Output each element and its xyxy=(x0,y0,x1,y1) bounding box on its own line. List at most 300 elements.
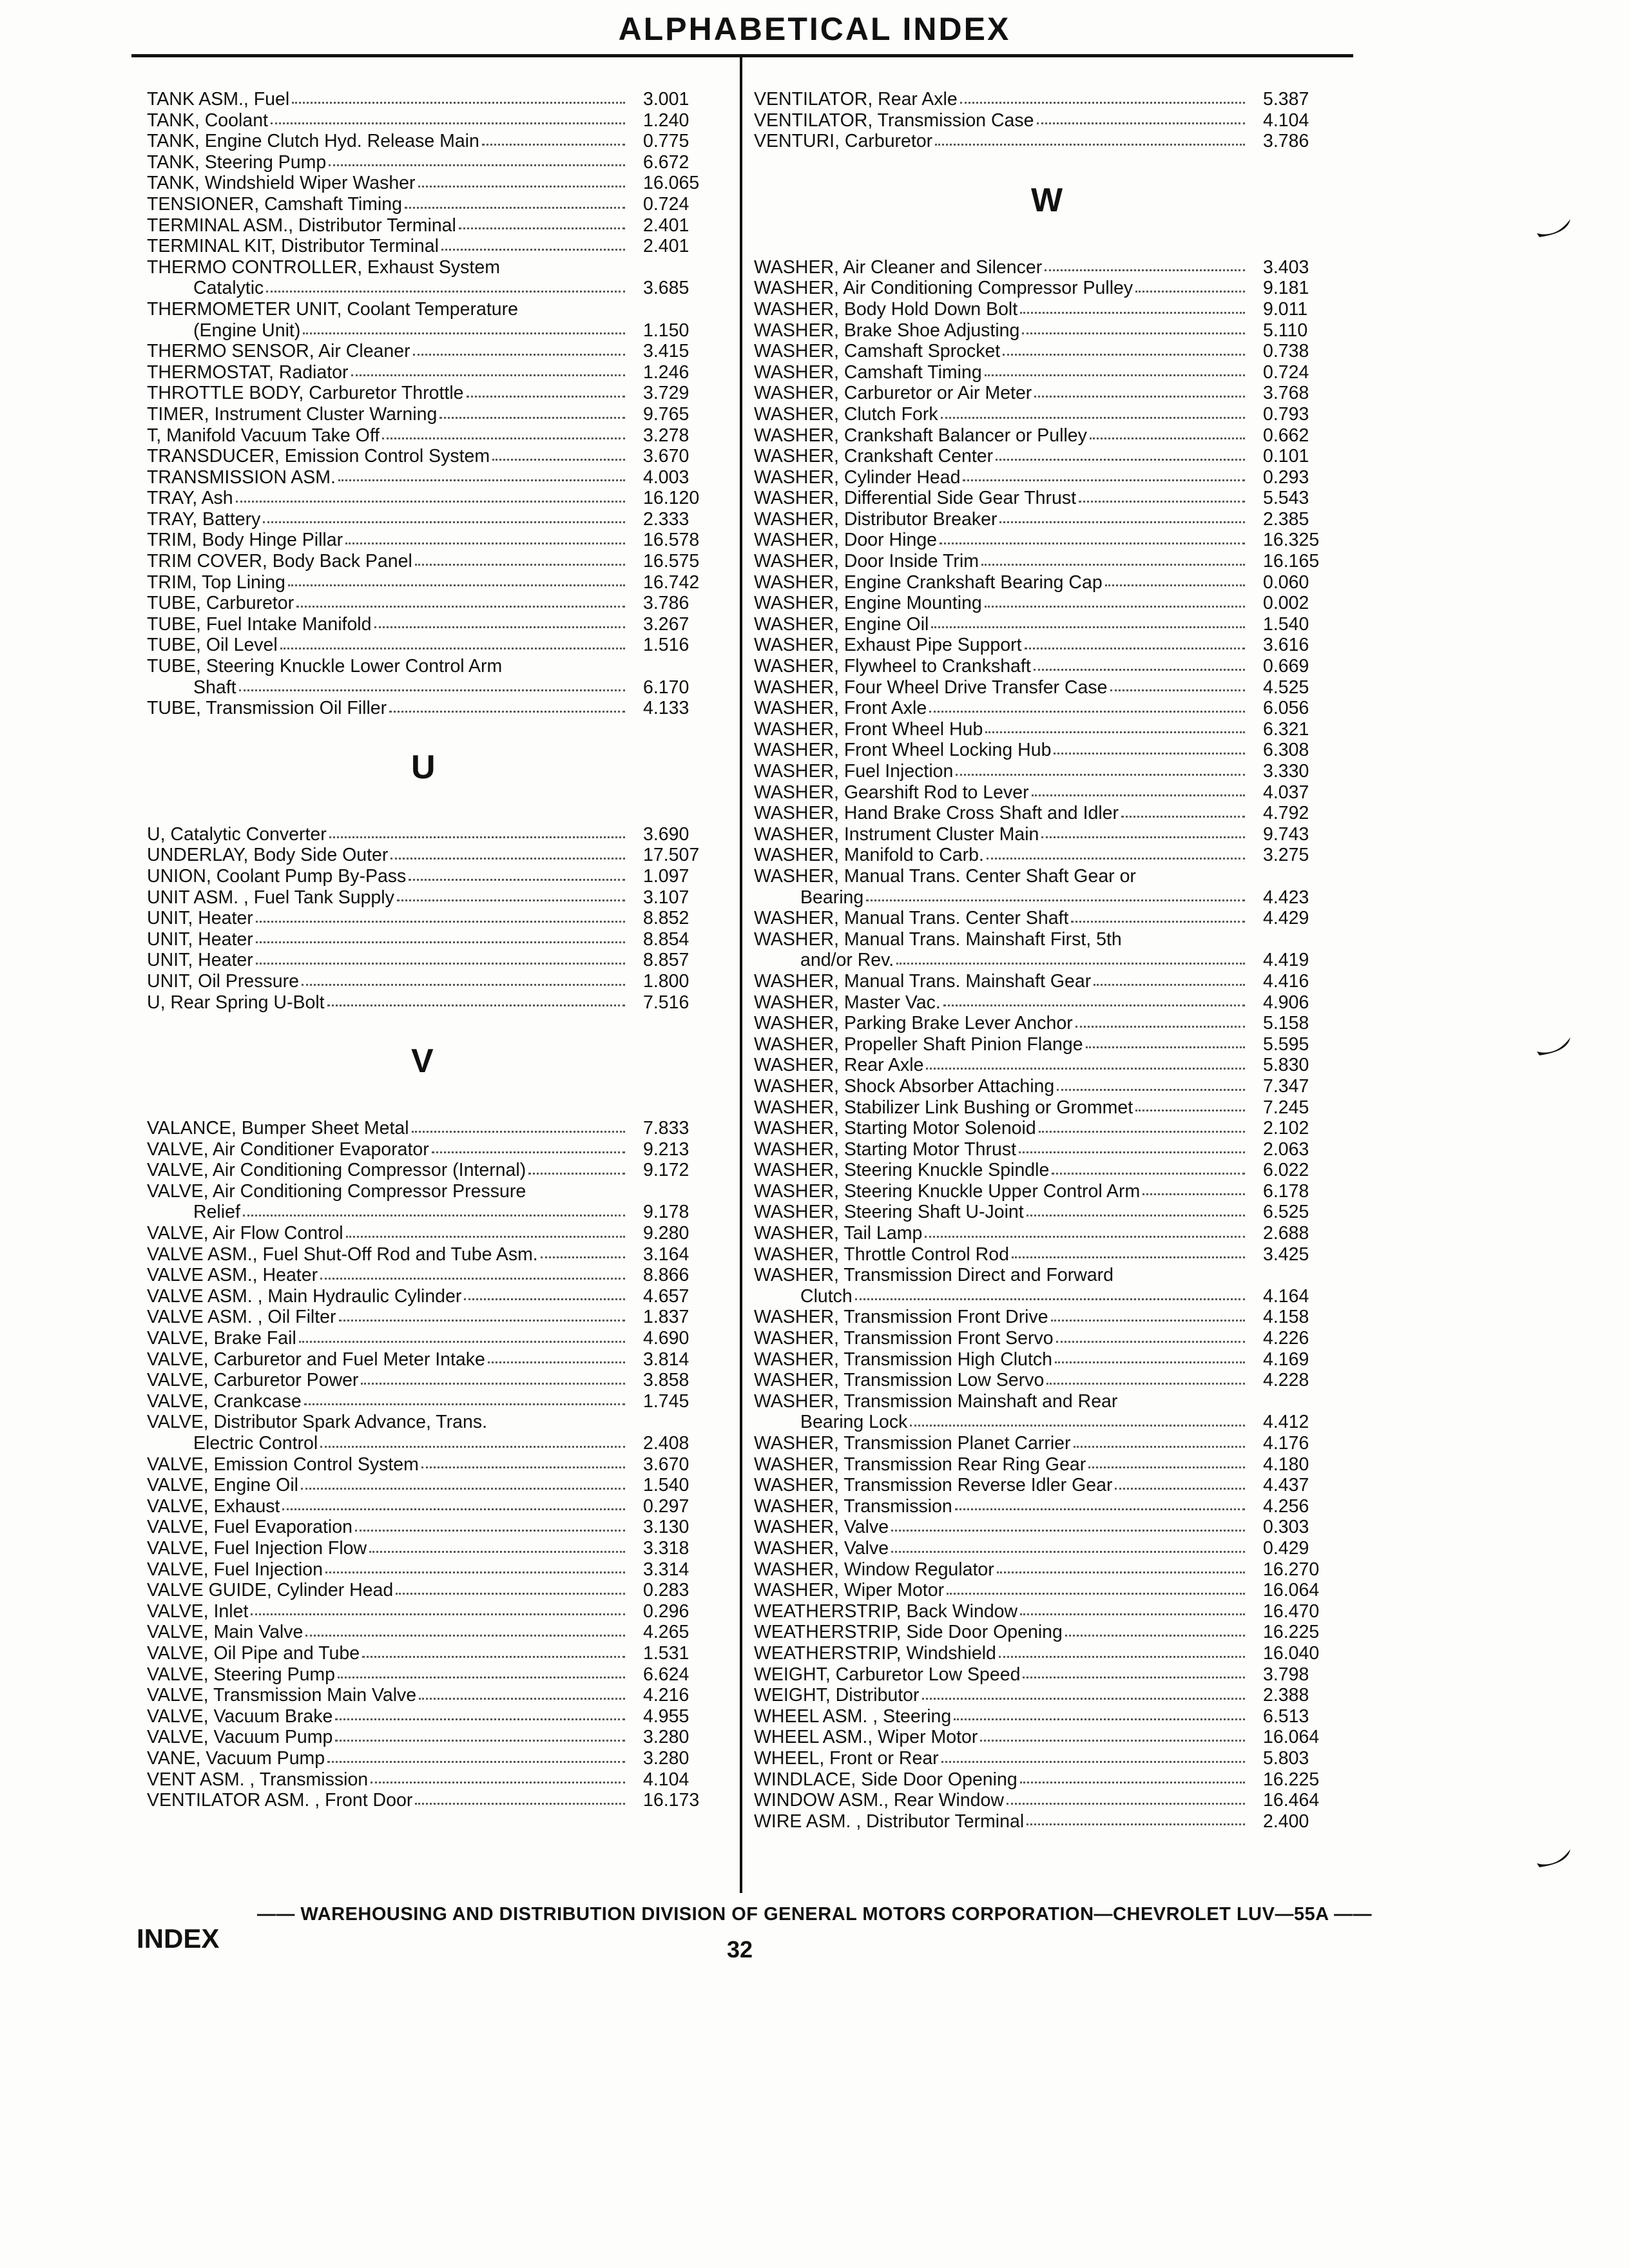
entry-description: Relief xyxy=(193,1202,240,1223)
entry-description: VALVE, Inlet xyxy=(147,1600,249,1622)
dot-leader xyxy=(361,1383,625,1385)
dot-leader xyxy=(1071,921,1245,923)
entry-description: VALVE, Steering Pump xyxy=(147,1664,336,1685)
index-entry xyxy=(754,845,1347,866)
dot-leader xyxy=(243,1215,625,1216)
index-entry xyxy=(754,1601,1347,1622)
entry-description: TRAY, Battery xyxy=(147,508,261,530)
entry-page-reference: 0.296 xyxy=(643,1600,689,1622)
entry-description: TUBE, Fuel Intake Manifold xyxy=(147,613,372,635)
entry-description: UNION, Coolant Pump By-Pass xyxy=(147,865,407,887)
dot-leader xyxy=(1075,1026,1245,1028)
entry-description: THERMO CONTROLLER, Exhaust System xyxy=(147,256,500,278)
index-entry xyxy=(754,530,1347,551)
entry-description: WASHER, Crankshaft Center xyxy=(754,446,994,467)
dot-leader xyxy=(999,521,1245,523)
entry-page-reference: 3.130 xyxy=(643,1517,689,1538)
entry-description: THROTTLE BODY, Carburetor Throttle xyxy=(147,383,464,404)
index-entry xyxy=(754,635,1347,656)
entry-description: VENT ASM. , Transmission xyxy=(147,1769,369,1790)
entry-page-reference: 9.011 xyxy=(1263,298,1308,320)
entry-description: VALVE, Exhaust xyxy=(147,1495,280,1517)
column-divider xyxy=(740,57,742,1893)
entry-description: VALVE ASM. , Oil Filter xyxy=(147,1307,336,1328)
entry-page-reference: 6.525 xyxy=(1263,1202,1309,1223)
dot-leader xyxy=(302,984,625,986)
dot-leader xyxy=(1115,1488,1245,1490)
index-entry xyxy=(754,698,1347,719)
dot-leader xyxy=(1019,1151,1245,1153)
index-entry xyxy=(147,215,727,236)
entry-page-reference: 0.724 xyxy=(1263,361,1309,383)
entry-page-reference: 16.065 xyxy=(643,173,700,194)
dot-leader xyxy=(1094,984,1245,986)
entry-description: WHEEL ASM., Wiper Motor xyxy=(754,1727,978,1748)
dot-leader xyxy=(855,1298,1245,1300)
entry-description: VALVE, Vacuum Brake xyxy=(147,1706,333,1727)
entry-description: WASHER, Crankshaft Balancer or Pulley xyxy=(754,425,1087,446)
spacer xyxy=(147,1076,727,1097)
entry-description: VALVE, Transmission Main Valve xyxy=(147,1685,417,1706)
index-entry xyxy=(754,824,1347,845)
entry-description: WASHER, Manual Trans. Center Shaft Gear or xyxy=(754,865,1136,887)
entry-description: VALVE, Carburetor Power xyxy=(147,1370,359,1391)
index-entry xyxy=(147,887,727,908)
index-entry xyxy=(147,299,727,320)
dot-leader xyxy=(956,774,1245,776)
index-entry xyxy=(147,110,727,131)
dot-leader xyxy=(891,1530,1245,1532)
dot-leader xyxy=(925,1236,1245,1238)
entry-description: T, Manifold Vacuum Take Off xyxy=(147,425,380,446)
entry-description: WASHER, Transmission Direct and Forward xyxy=(754,1265,1114,1286)
index-entry xyxy=(754,1664,1347,1686)
index-entry xyxy=(147,404,727,425)
entry-page-reference: 0.297 xyxy=(643,1495,689,1517)
entry-page-reference: 2.401 xyxy=(643,215,689,236)
index-entry xyxy=(754,572,1347,593)
dot-leader xyxy=(1032,794,1245,796)
index-column-left xyxy=(147,89,727,1811)
index-entry xyxy=(147,1307,727,1328)
entry-page-reference: 9.743 xyxy=(1263,823,1309,845)
dot-leader xyxy=(256,921,625,923)
dot-leader xyxy=(955,1508,1245,1510)
entry-description: WASHER, Transmission Planet Carrier xyxy=(754,1433,1071,1454)
index-entry xyxy=(754,782,1347,803)
dot-leader xyxy=(256,963,625,965)
entry-description: TIMER, Instrument Cluster Warning xyxy=(147,403,438,425)
index-entry xyxy=(147,1412,727,1433)
entry-description: VALVE, Distributor Spark Advance, Trans. xyxy=(147,1412,488,1433)
dot-leader xyxy=(929,711,1245,713)
entry-page-reference: 3.786 xyxy=(1263,131,1309,152)
index-entry-continuation xyxy=(147,320,727,341)
index-entry xyxy=(147,698,727,719)
index-entry xyxy=(754,1622,1347,1643)
index-entry xyxy=(754,1160,1347,1181)
index-entry xyxy=(754,614,1347,635)
binder-tab-mark-icon xyxy=(1530,193,1582,245)
entry-description: VALANCE, Bumper Sheet Metal xyxy=(147,1118,409,1139)
index-entry xyxy=(147,1391,727,1412)
entry-description: VALVE, Carburetor and Fuel Meter Intake xyxy=(147,1349,485,1370)
entry-page-reference: 3.267 xyxy=(643,613,689,635)
entry-page-reference: 6.178 xyxy=(1263,1180,1309,1202)
dot-leader xyxy=(389,711,625,713)
dot-leader xyxy=(339,1320,625,1321)
index-entry xyxy=(754,1265,1347,1286)
entry-page-reference: 3.001 xyxy=(643,89,689,110)
dot-leader xyxy=(891,1551,1245,1553)
dot-leader xyxy=(1052,1173,1245,1175)
entry-page-reference: 2.102 xyxy=(1263,1118,1309,1139)
entry-description: TRANSDUCER, Emission Control System xyxy=(147,446,490,467)
dot-leader xyxy=(236,501,625,503)
index-entry xyxy=(147,1790,727,1811)
entry-description: VENTURI, Carburetor xyxy=(754,131,933,152)
entry-description: VENTILATOR, Transmission Case xyxy=(754,110,1034,131)
entry-page-reference: 4.437 xyxy=(1263,1475,1309,1496)
entry-description: THERMOMETER UNIT, Coolant Temperature xyxy=(147,298,518,320)
entry-page-reference: 8.854 xyxy=(643,928,689,950)
entry-description: WASHER, Flywheel to Crankshaft xyxy=(754,656,1031,677)
dot-leader xyxy=(1037,122,1245,124)
section-letter: W xyxy=(1031,181,1063,219)
entry-page-reference: 4.180 xyxy=(1263,1454,1309,1475)
index-entry xyxy=(147,1349,727,1370)
entry-page-reference: 8.857 xyxy=(643,950,689,971)
spacer xyxy=(147,740,727,761)
entry-page-reference: 4.164 xyxy=(1263,1285,1309,1307)
index-entry-continuation xyxy=(754,887,1347,908)
entry-description: WASHER, Master Vac. xyxy=(754,992,941,1013)
dot-leader xyxy=(292,102,625,104)
entry-description: UNIT, Heater xyxy=(147,928,253,950)
entry-description: WASHER, Hand Brake Cross Shaft and Idler xyxy=(754,803,1119,824)
index-entry xyxy=(754,719,1347,740)
entry-description: UNIT, Heater xyxy=(147,908,253,929)
entry-description: VALVE, Crankcase xyxy=(147,1390,302,1412)
dot-leader xyxy=(1046,1383,1245,1385)
entry-page-reference: 0.303 xyxy=(1263,1517,1309,1538)
index-entry xyxy=(754,1790,1347,1811)
index-entry xyxy=(754,1706,1347,1727)
entry-page-reference: 3.164 xyxy=(643,1244,689,1265)
dot-leader xyxy=(405,207,625,209)
dot-leader xyxy=(263,521,625,523)
entry-description: Clutch xyxy=(800,1285,853,1307)
index-entry xyxy=(147,1223,727,1244)
index-entry xyxy=(147,845,727,866)
index-entry xyxy=(754,1202,1347,1223)
dot-leader xyxy=(488,1361,625,1363)
entry-page-reference: 16.270 xyxy=(1263,1559,1320,1580)
index-entry xyxy=(147,383,727,404)
dot-leader xyxy=(345,543,625,544)
dot-leader xyxy=(251,1613,625,1615)
dot-leader xyxy=(1034,396,1245,398)
index-entry xyxy=(754,866,1347,887)
spacer xyxy=(147,1034,727,1055)
dot-leader xyxy=(1007,1803,1245,1805)
entry-page-reference: 1.240 xyxy=(643,110,689,131)
dot-leader xyxy=(922,1698,1245,1700)
index-entry-continuation xyxy=(147,677,727,698)
dot-leader xyxy=(1034,669,1245,671)
dot-leader xyxy=(896,963,1245,965)
index-entry xyxy=(147,1475,727,1496)
page-title: ALPHABETICAL INDEX xyxy=(618,11,1011,47)
section-letter-heading xyxy=(754,181,1347,219)
entry-page-reference: 7.833 xyxy=(643,1118,689,1139)
entry-description: TANK ASM., Fuel xyxy=(147,89,290,110)
dot-leader xyxy=(301,1488,625,1490)
entry-description: WASHER, Transmission Front Servo xyxy=(754,1328,1054,1349)
entry-description: WASHER, Fuel Injection xyxy=(754,761,954,782)
entry-page-reference: 1.097 xyxy=(643,865,689,887)
entry-description: TRIM, Top Lining xyxy=(147,572,285,593)
entry-description: THERMOSTAT, Radiator xyxy=(147,361,349,383)
entry-page-reference: 4.003 xyxy=(643,466,689,488)
dot-leader xyxy=(985,606,1245,608)
entry-description: TANK, Coolant xyxy=(147,110,268,131)
index-entry xyxy=(754,1013,1347,1034)
entry-page-reference: 4.265 xyxy=(643,1622,689,1643)
entry-description: WASHER, Instrument Cluster Main xyxy=(754,823,1039,845)
index-entry xyxy=(754,1139,1347,1160)
entry-page-reference: 0.775 xyxy=(643,131,689,152)
index-entry xyxy=(147,257,727,278)
section-letter: V xyxy=(411,1043,434,1081)
entry-description: WASHER, Air Conditioning Compressor Pulley xyxy=(754,278,1133,299)
index-entry xyxy=(147,971,727,992)
index-entry xyxy=(147,1685,727,1706)
dot-leader xyxy=(963,479,1245,481)
index-entry xyxy=(754,1475,1347,1496)
dot-leader xyxy=(459,227,625,229)
dot-leader xyxy=(941,417,1245,419)
index-entry xyxy=(754,341,1347,362)
entry-page-reference: 5.803 xyxy=(1263,1747,1309,1769)
dot-leader xyxy=(296,606,625,608)
entry-page-reference: 2.388 xyxy=(1263,1685,1309,1706)
index-entry xyxy=(147,173,727,194)
dot-leader xyxy=(419,1698,625,1700)
entry-description: TANK, Windshield Wiper Washer xyxy=(147,173,416,194)
dot-leader xyxy=(1039,1131,1245,1133)
entry-description: WIRE ASM. , Distributor Terminal xyxy=(754,1811,1025,1832)
entry-description: WASHER, Transmission Low Servo xyxy=(754,1370,1045,1391)
dot-leader xyxy=(464,1298,625,1300)
entry-page-reference: 3.415 xyxy=(643,341,689,362)
index-entry xyxy=(754,551,1347,572)
entry-page-reference: 4.423 xyxy=(1263,887,1309,908)
entry-description: WASHER, Manual Trans. Mainshaft First, 5th xyxy=(754,928,1122,950)
entry-page-reference: 9.765 xyxy=(643,403,689,425)
entry-page-reference: 0.002 xyxy=(1263,593,1309,614)
index-column-right xyxy=(754,89,1347,1832)
index-entry xyxy=(147,362,727,383)
index-entry xyxy=(147,488,727,509)
entry-description: WASHER, Starting Motor Solenoid xyxy=(754,1118,1036,1139)
dot-leader xyxy=(335,1740,625,1742)
entry-page-reference: 7.516 xyxy=(643,992,689,1013)
index-entry xyxy=(754,1559,1347,1581)
dot-leader xyxy=(1074,1446,1245,1448)
entry-description: TRANSMISSION ASM. xyxy=(147,466,336,488)
dot-leader xyxy=(1065,1635,1245,1637)
entry-description: WEIGHT, Carburetor Low Speed xyxy=(754,1664,1021,1685)
entry-page-reference: 5.595 xyxy=(1263,1033,1309,1055)
index-entry xyxy=(147,446,727,467)
entry-description: (Engine Unit) xyxy=(193,320,301,341)
index-entry xyxy=(147,992,727,1014)
dot-leader xyxy=(335,1718,625,1720)
index-entry-continuation xyxy=(147,278,727,299)
entry-description: WASHER, Differential Side Gear Thrust xyxy=(754,488,1076,509)
entry-page-reference: 1.540 xyxy=(1263,613,1309,635)
entry-page-reference: 6.672 xyxy=(643,151,689,173)
entry-page-reference: 6.170 xyxy=(643,677,689,698)
index-entry xyxy=(147,1496,727,1517)
dot-leader xyxy=(1090,437,1245,439)
index-entry xyxy=(754,1370,1347,1391)
index-entry xyxy=(147,656,727,677)
dot-leader xyxy=(396,1593,625,1595)
dot-leader xyxy=(390,858,625,860)
entry-description: WASHER, Carburetor or Air Meter xyxy=(754,383,1032,404)
entry-description: UNIT ASM. , Fuel Tank Supply xyxy=(147,887,394,908)
entry-description: VALVE, Brake Fail xyxy=(147,1328,296,1349)
entry-page-reference: 16.064 xyxy=(1263,1727,1320,1748)
entry-description: WASHER, Starting Motor Thrust xyxy=(754,1139,1017,1160)
entry-page-reference: 3.616 xyxy=(1263,635,1309,656)
dot-leader xyxy=(528,1173,625,1175)
entry-page-reference: 2.408 xyxy=(643,1433,689,1454)
entry-page-reference: 2.333 xyxy=(643,508,689,530)
dot-leader xyxy=(1056,1341,1245,1343)
entry-description: TANK, Engine Clutch Hyd. Release Main xyxy=(147,131,479,152)
entry-description: TERMINAL KIT, Distributor Terminal xyxy=(147,236,439,257)
index-entry xyxy=(754,362,1347,383)
entry-page-reference: 4.169 xyxy=(1263,1349,1309,1370)
entry-description: Catalytic xyxy=(193,278,264,299)
entry-page-reference: 3.814 xyxy=(643,1349,689,1370)
entry-page-reference: 4.525 xyxy=(1263,677,1309,698)
entry-description: WASHER, Brake Shoe Adjusting xyxy=(754,320,1020,341)
index-entry xyxy=(754,1034,1347,1055)
index-entry xyxy=(147,236,727,257)
dot-leader xyxy=(980,1740,1245,1742)
index-entry xyxy=(754,1496,1347,1517)
dot-leader xyxy=(1003,354,1245,356)
dot-leader xyxy=(1027,1215,1245,1216)
index-entry xyxy=(147,572,727,593)
entry-description: THERMO SENSOR, Air Cleaner xyxy=(147,341,410,362)
entry-description: WASHER, Throttle Control Rod xyxy=(754,1244,1009,1265)
index-entry xyxy=(754,509,1347,530)
index-entry xyxy=(754,383,1347,404)
dot-leader xyxy=(866,899,1245,901)
dot-leader xyxy=(303,332,625,334)
entry-page-reference: 4.429 xyxy=(1263,908,1309,929)
entry-description: VENTILATOR ASM. , Front Door xyxy=(147,1790,413,1811)
entry-page-reference: 5.830 xyxy=(1263,1055,1309,1076)
entry-page-reference: 8.866 xyxy=(643,1265,689,1286)
entry-page-reference: 5.158 xyxy=(1263,1013,1309,1034)
entry-description: TRIM, Body Hinge Pillar xyxy=(147,530,343,551)
dot-leader xyxy=(1020,1613,1245,1615)
entry-page-reference: 16.173 xyxy=(643,1790,700,1811)
entry-description: WASHER, Steering Knuckle Upper Control Arm xyxy=(754,1180,1141,1202)
dot-leader xyxy=(1086,1046,1245,1048)
entry-page-reference: 0.101 xyxy=(1263,446,1309,467)
dot-leader xyxy=(941,1761,1245,1763)
index-entry xyxy=(147,1370,727,1391)
entry-description: VALVE, Air Conditioning Compressor Pressure xyxy=(147,1180,526,1202)
dot-leader xyxy=(931,626,1245,628)
spacer xyxy=(147,782,727,803)
index-entry xyxy=(754,1097,1347,1119)
index-entry xyxy=(147,1160,727,1181)
dot-leader xyxy=(910,1425,1245,1427)
index-entry xyxy=(147,509,727,530)
entry-description: WEATHERSTRIP, Back Window xyxy=(754,1600,1018,1622)
entry-description: TUBE, Steering Knuckle Lower Control Arm xyxy=(147,656,503,677)
index-entry xyxy=(147,1601,727,1622)
entry-page-reference: 16.120 xyxy=(643,488,700,509)
index-entry xyxy=(147,1181,727,1202)
entry-description: WASHER, Front Axle xyxy=(754,698,927,719)
entry-description: Shaft xyxy=(193,677,236,698)
entry-description: WASHER, Camshaft Timing xyxy=(754,361,982,383)
index-entry xyxy=(147,1706,727,1727)
entry-page-reference: 3.403 xyxy=(1263,256,1309,278)
entry-description: VALVE, Fuel Injection Flow xyxy=(147,1537,367,1559)
entry-description: WASHER, Distributor Breaker xyxy=(754,508,998,530)
index-entry-continuation xyxy=(147,1433,727,1454)
entry-page-reference: 1.246 xyxy=(643,361,689,383)
index-entry xyxy=(754,257,1347,278)
entry-page-reference: 3.280 xyxy=(643,1747,689,1769)
entry-page-reference: 4.176 xyxy=(1263,1433,1309,1454)
index-entry xyxy=(754,1076,1347,1097)
entry-page-reference: 4.792 xyxy=(1263,803,1309,824)
entry-page-reference: 5.543 xyxy=(1263,488,1309,509)
dot-leader xyxy=(320,1278,625,1280)
entry-page-reference: 2.688 xyxy=(1263,1223,1309,1244)
entry-page-reference: 0.293 xyxy=(1263,466,1309,488)
entry-description: WASHER, Clutch Fork xyxy=(754,403,938,425)
dot-leader xyxy=(926,1068,1245,1070)
index-entry xyxy=(754,320,1347,341)
index-entry xyxy=(147,1643,727,1664)
entry-description: WASHER, Tail Lamp xyxy=(754,1223,923,1244)
dot-leader xyxy=(467,396,625,398)
dot-leader xyxy=(369,1551,625,1553)
dot-leader xyxy=(997,1571,1245,1573)
index-entry xyxy=(147,467,727,488)
dot-leader xyxy=(415,564,625,566)
index-entry xyxy=(147,1286,727,1307)
index-entry xyxy=(147,530,727,551)
entry-page-reference: 6.056 xyxy=(1263,698,1309,719)
index-entry-continuation xyxy=(754,1286,1347,1307)
entry-page-reference: 2.401 xyxy=(643,236,689,257)
spacer xyxy=(754,236,1347,257)
entry-description: VALVE, Air Flow Control xyxy=(147,1223,343,1244)
